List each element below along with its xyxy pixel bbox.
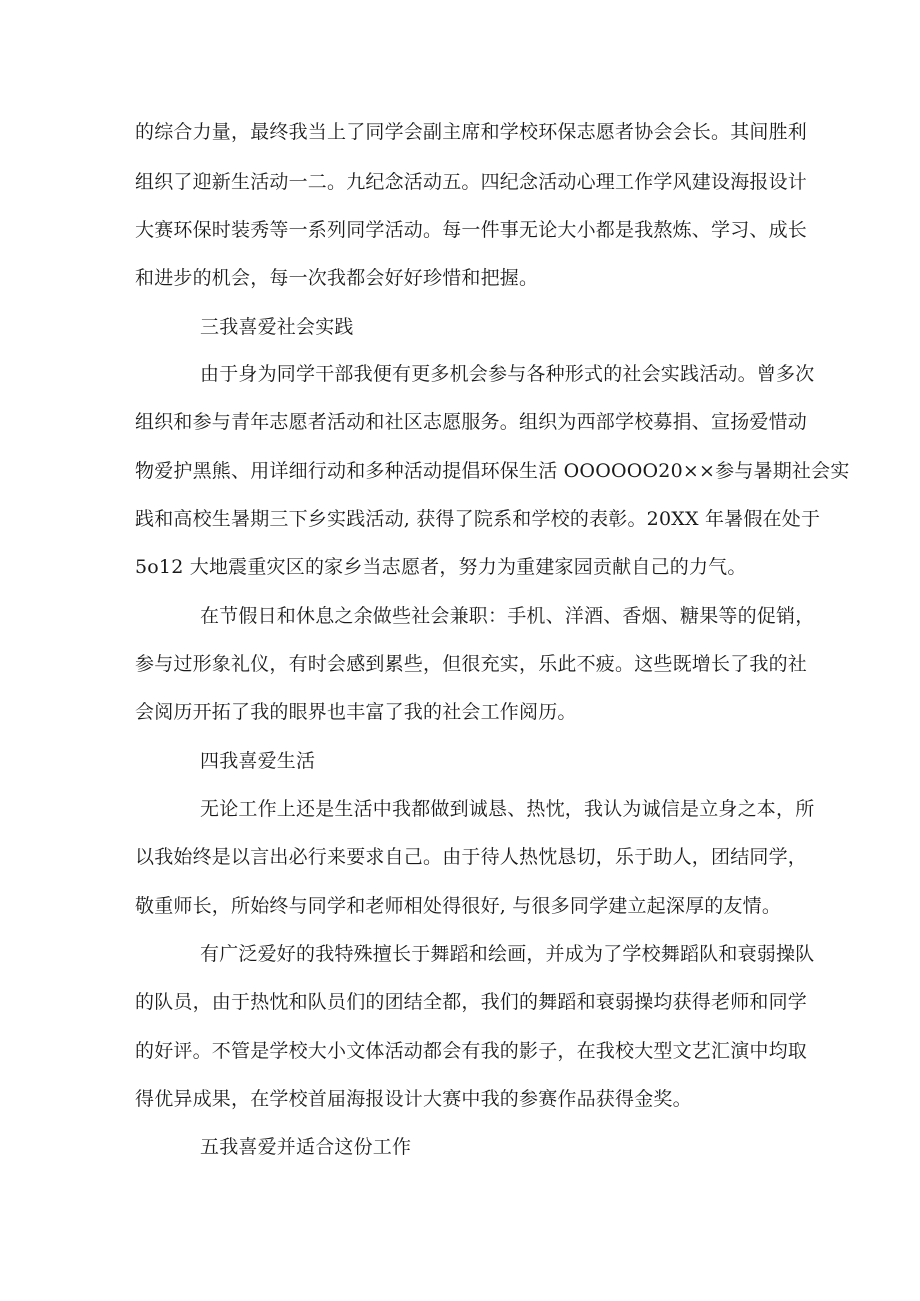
section-heading: 四我喜爱生活 xyxy=(200,750,316,772)
paragraph-line: 的队员，由于热忱和队员们的团结全都，我们的舞蹈和衰弱操均获得老师和同学 xyxy=(135,991,808,1013)
paragraph-line: 在节假日和休息之余做些社会兼职：手机、洋酒、香烟、糖果等的促销， xyxy=(200,605,815,627)
paragraph-line: 有广泛爱好的我特殊擅长于舞蹈和绘画，并成为了学校舞蹈队和衰弱操队 xyxy=(200,943,815,965)
paragraph-line: 的好评。不管是学校大小文体活动都会有我的影子，在我校大型文艺汇演中均取 xyxy=(135,1040,808,1062)
paragraph-line: 组织和参与青年志愿者活动和社区志愿服务。组织为西部学校募捐、宣扬爱惜动 xyxy=(135,411,808,433)
paragraph-line: 会阅历开拓了我的眼界也丰富了我的社会工作阅历。 xyxy=(135,701,577,723)
section-heading: 五我喜爱并适合这份工作 xyxy=(200,1136,412,1158)
paragraph-line: 无论工作上还是生活中我都做到诚恳、热忱，我认为诚信是立身之本，所 xyxy=(200,798,815,820)
paragraph-line: 敬重师长，所始终与同学和老师相处得很好, 与很多同学建立起深厚的友情。 xyxy=(135,895,782,917)
paragraph-line: 由于身为同学干部我便有更多机会参与各种形式的社会实践活动。曾多次 xyxy=(200,363,815,385)
paragraph-line: 得优异成果，在学校首届海报设计大赛中我的参赛作品获得金奖。 xyxy=(135,1088,692,1110)
paragraph-line: 5o12 大地震重灾区的家乡当志愿者，努力为重建家园贡献自己的力气。 xyxy=(135,556,747,578)
section-heading: 三我喜爱社会实践 xyxy=(200,316,354,338)
paragraph-line: 物爱护黑熊、用详细行动和多种活动提倡环保生活 OOOOOO20××参与暑期社会实 xyxy=(135,460,850,482)
paragraph-line: 的综合力量，最终我当上了同学会副主席和学校环保志愿者协会会长。其间胜利 xyxy=(135,121,808,143)
paragraph-line: 大赛环保时装秀等一系列同学活动。每一件事无论大小都是我熬炼、学习、成长 xyxy=(135,219,808,241)
paragraph-line: 参与过形象礼仪，有时会感到累些，但很充实，乐此不疲。这些既增长了我的社 xyxy=(135,653,808,675)
paragraph-line: 践和高校生暑期三下乡实践活动, 获得了院系和学校的表彰。20XX 年暑假在处于 xyxy=(135,508,821,530)
paragraph-line: 组织了迎新生活动一二。九纪念活动五。四纪念活动心理工作学风建设海报设计 xyxy=(135,171,808,193)
paragraph-line: 以我始终是以言出必行来要求自己。由于待人热忱恳切，乐于助人，团结同学， xyxy=(135,846,808,868)
paragraph-line: 和进步的机会，每一次我都会好好珍惜和把握。 xyxy=(135,267,539,289)
